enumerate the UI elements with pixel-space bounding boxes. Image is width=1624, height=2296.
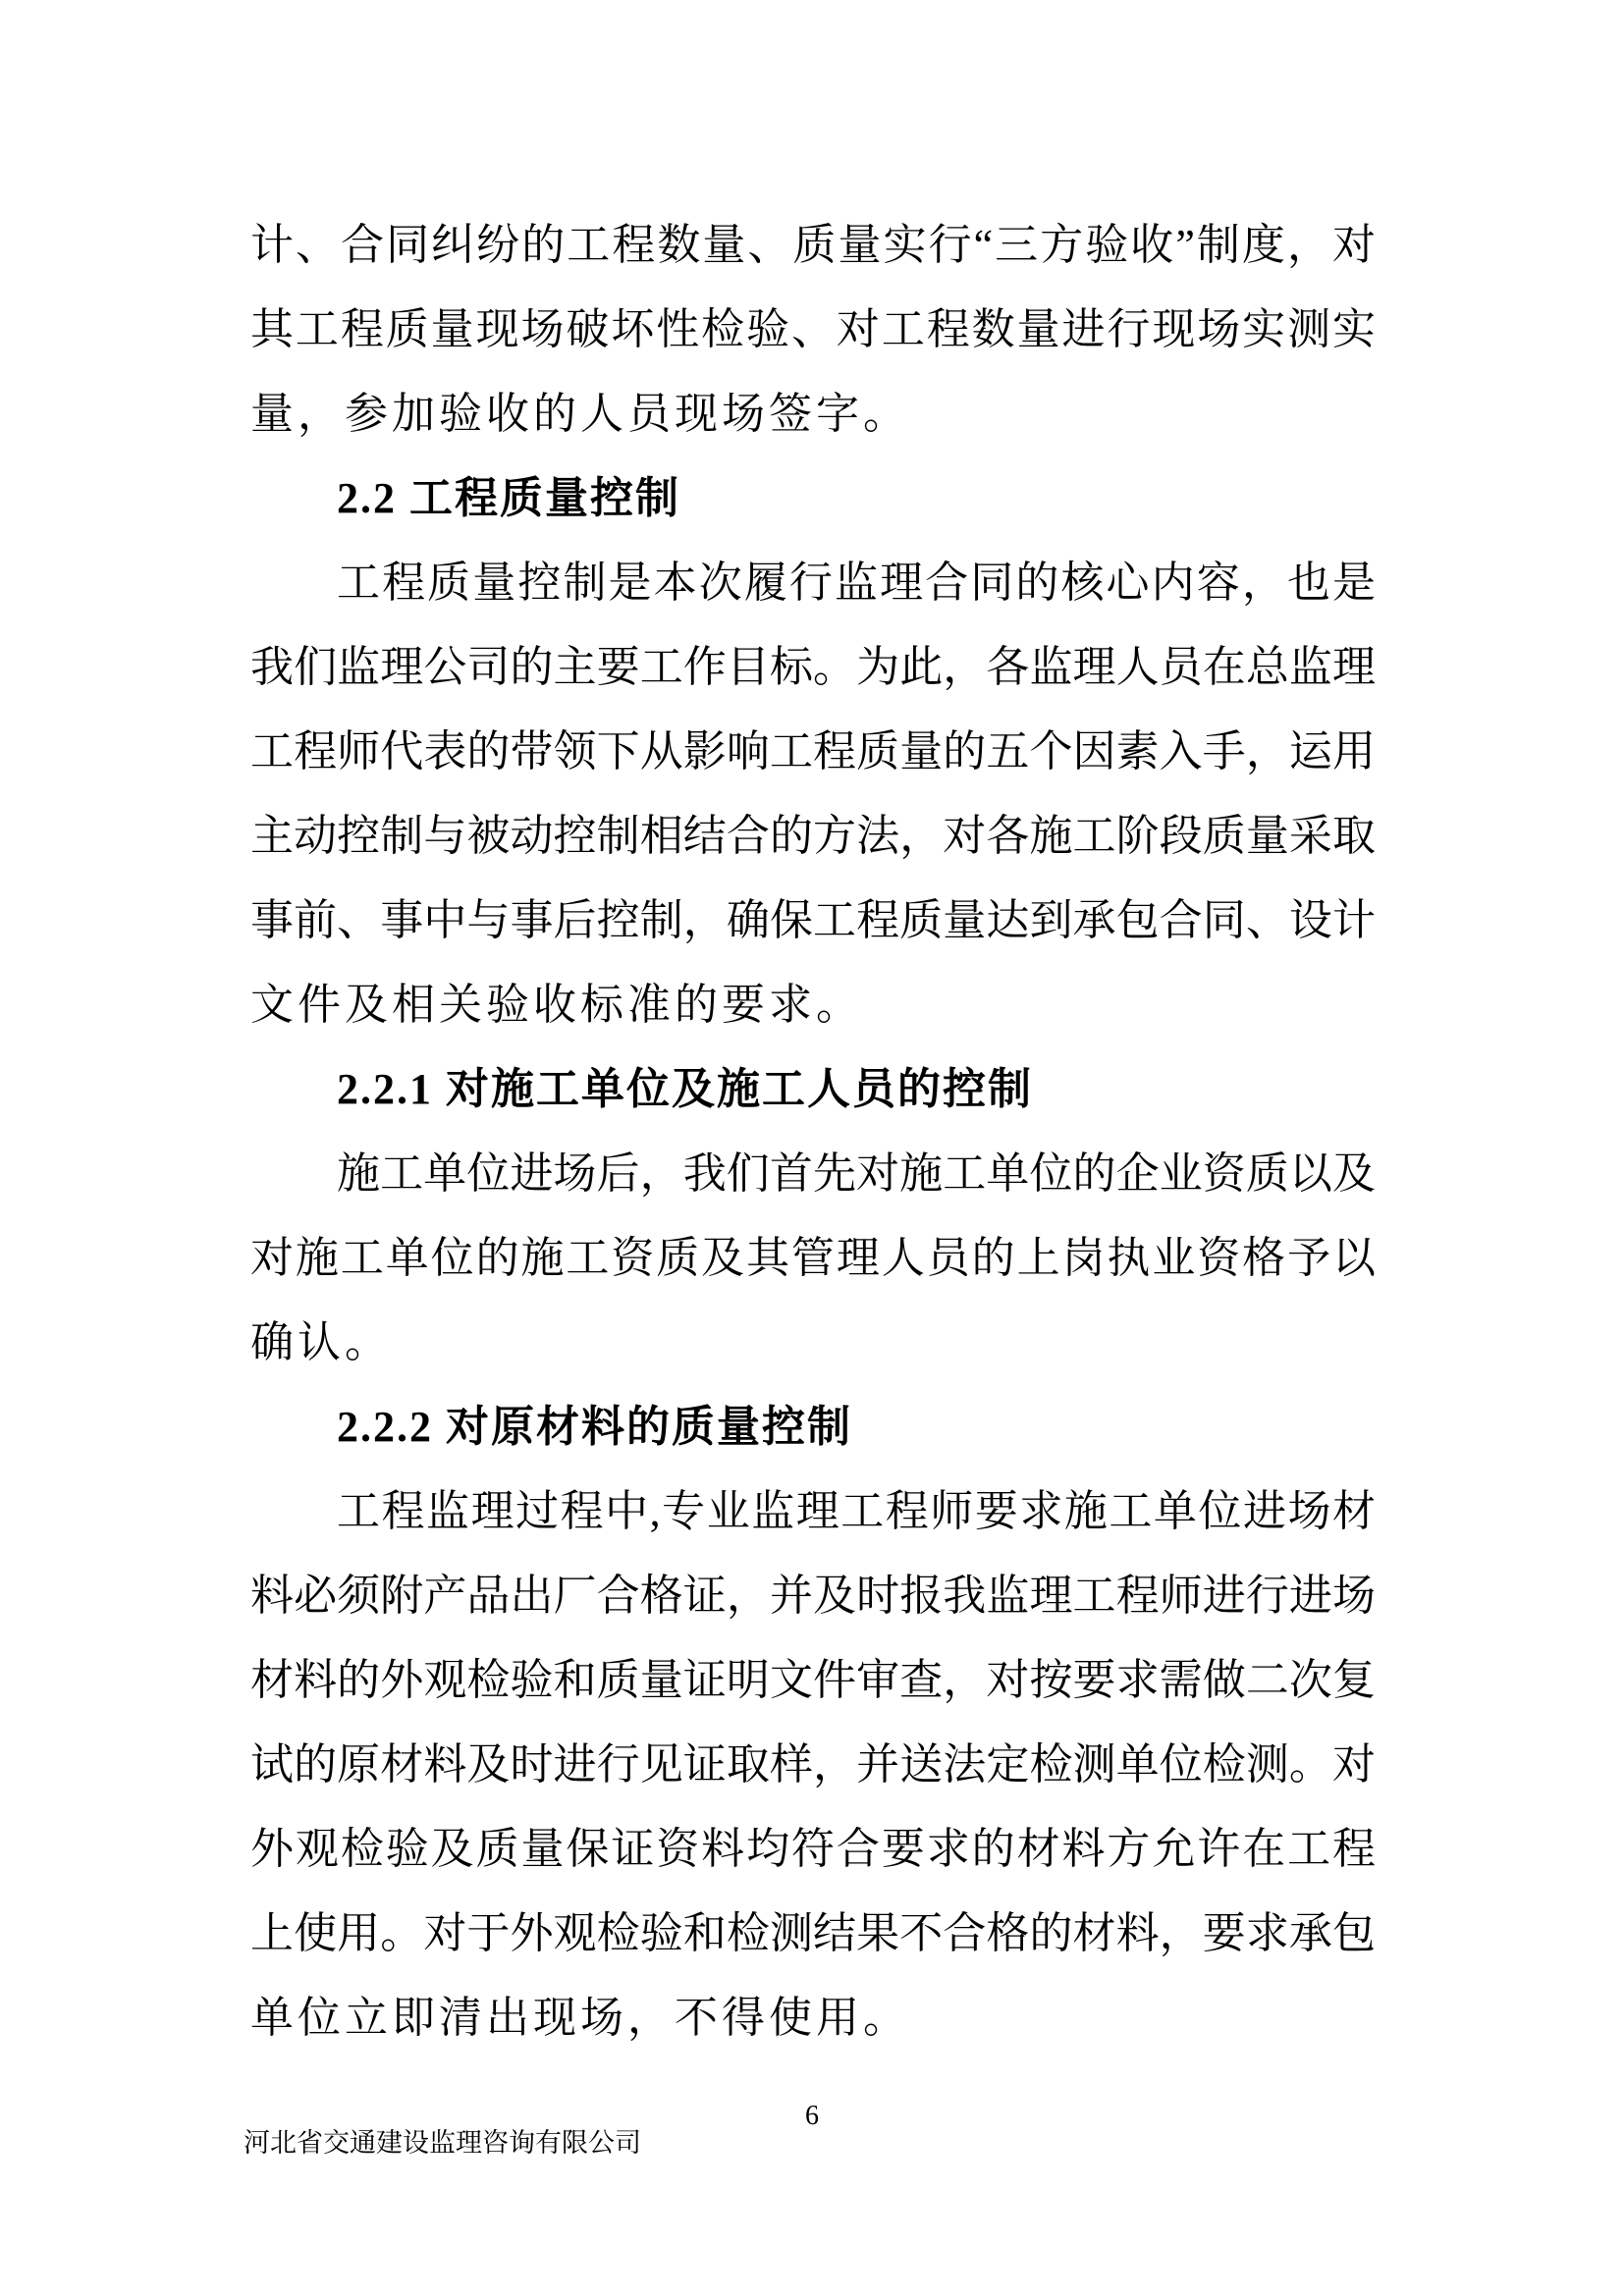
section-heading: 2.2 工程质量控制 [337, 474, 680, 522]
text-line: 量，参加验收的人员现场签字。 [250, 390, 910, 438]
text-line: 事前、事中与事后控制，确保工程质量达到承包合同、设计 [250, 896, 1376, 944]
text-line: 上使用。对于外观检验和检测结果不合格的材料，要求承包 [250, 1909, 1376, 1957]
text-line: 主动控制与被动控制相结合的方法，对各施工阶段质量采取 [250, 812, 1376, 860]
footer-company-name: 河北省交通建设监理咨询有限公司 [244, 2128, 641, 2158]
page-number: 6 [805, 2101, 819, 2131]
text-line: 文件及相关验收标准的要求。 [250, 981, 863, 1029]
document-body-text [250, 203, 1376, 2060]
text-line: 料必须附产品出厂合格证，并及时报我监理工程师进行进场 [250, 1572, 1376, 1620]
section-heading: 2.2.1 对施工单位及施工人员的控制 [337, 1065, 1033, 1113]
text-line: 施工单位进场后，我们首先对施工单位的企业资质以及 [337, 1149, 1376, 1198]
text-line: 其工程质量现场破坏性检验、对工程数量进行现场实测实 [250, 305, 1376, 353]
text-line: 工程质量控制是本次履行监理合同的核心内容，也是 [337, 559, 1376, 607]
section-heading: 2.2.2 对原材料的质量控制 [337, 1403, 852, 1451]
text-line: 单位立即清出现场，不得使用。 [250, 1994, 910, 2042]
text-line: 确认。 [250, 1318, 392, 1366]
text-line: 外观检验及质量保证资料均符合要求的材料方允许在工程 [250, 1825, 1376, 1873]
text-line: 工程师代表的带领下从影响工程质量的五个因素入手，运用 [250, 727, 1376, 775]
text-line: 材料的外观检验和质量证明文件审查，对按要求需做二次复 [250, 1656, 1376, 1704]
text-line: 对施工单位的施工资质及其管理人员的上岗执业资格予以 [250, 1234, 1376, 1282]
text-line: 工程监理过程中,专业监理工程师要求施工单位进场材 [337, 1487, 1376, 1535]
text-line: 试的原材料及时进行见证取样，并送法定检测单位检测。对 [250, 1740, 1376, 1789]
text-line: 我们监理公司的主要工作目标。为此，各监理人员在总监理 [250, 643, 1376, 691]
text-line: 计、合同纠纷的工程数量、质量实行“三方验收”制度，对 [250, 221, 1376, 269]
